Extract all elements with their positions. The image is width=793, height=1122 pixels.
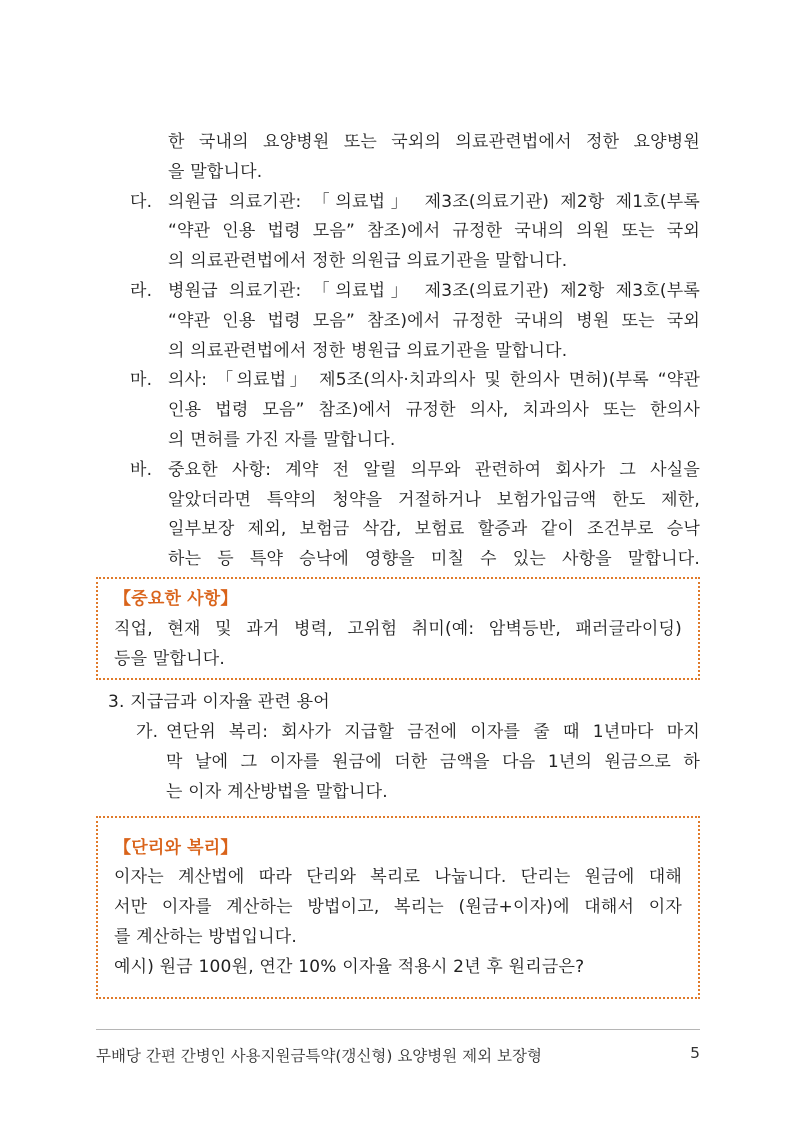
text-line: 예시) 원금 100원, 연간 10% 이자율 적용시 2년 후 원리금은? xyxy=(114,956,585,977)
item-marker: 다. xyxy=(130,191,153,212)
text-line: 를 계산하는 방법입니다. xyxy=(114,926,298,947)
text-line: 하는 등 특약 승낙에 영향을 미칠 수 있는 사항을 말합니다. xyxy=(168,549,700,570)
item-marker: 마. xyxy=(130,370,153,391)
footer-divider xyxy=(96,1029,700,1030)
section-3 xyxy=(96,688,700,807)
definition-item-da xyxy=(96,188,700,277)
text-line: 이자는 계산법에 따라 단리와 복리로 나눕니다. 단리는 원금에 대해 xyxy=(114,867,682,888)
important-matters-box xyxy=(96,577,700,680)
item-marker: 가. xyxy=(136,722,159,743)
document-body xyxy=(96,128,700,999)
definition-item-ra xyxy=(96,277,700,366)
simple-compound-interest-box xyxy=(96,816,700,999)
text-line: 한 국내의 요양병원 또는 국외의 의료관련법에서 정한 요양병원 xyxy=(168,132,700,152)
item-marker: 라. xyxy=(130,280,153,301)
text-line: 연단위 복리: 회사가 지급할 금전에 이자를 줄 때 1년마다 마지 xyxy=(166,722,700,743)
definition-item-ba xyxy=(96,456,700,575)
footer-title: 무배당 간편 간병인 사용지원금특약(갱신형) 요양병원 제외 보장형 xyxy=(96,1047,542,1065)
text-line: “약관 인용 법령 모음” 참조)에서 규정한 국내의 의원 또는 국외 xyxy=(168,221,700,242)
text-line: 일부보장 제외, 보험금 삭감, 보험료 할증과 같이 조건부로 승낙 xyxy=(168,519,700,540)
text-line: 의원급 의료기관: 「의료법」 제3조(의료기관) 제2항 제1호(부록 xyxy=(168,191,700,212)
text-line: 의 의료관련법에서 정한 병원급 의료기관을 말합니다. xyxy=(168,340,568,361)
text-line: 의 면허를 가진 자를 말합니다. xyxy=(168,429,396,450)
text-line: 인용 법령 모음” 참조)에서 규정한 의사, 치과의사 또는 한의사 xyxy=(168,400,700,421)
text-line: 의 의료관련법에서 정한 의원급 의료기관을 말합니다. xyxy=(168,251,568,272)
text-line: 서만 이자를 계산하는 방법이고, 복리는 (원금+이자)에 대해서 이자 xyxy=(114,897,682,918)
text-line: 는 이자 계산방법을 말합니다. xyxy=(166,781,388,802)
item-marker: 바. xyxy=(130,459,153,480)
text-line: 막 날에 그 이자를 원금에 더한 금액을 다음 1년의 원금으로 하 xyxy=(166,751,700,772)
page-footer xyxy=(96,1044,700,1066)
text-line: 직업, 현재 및 과거 병력, 고위험 취미(예: 암벽등반, 패러글라이딩) xyxy=(114,618,682,639)
text-line: 중요한 사항: 계약 전 알릴 의무와 관련하여 회사가 그 사실을 xyxy=(168,459,700,480)
section-heading: 3. 지급금과 이자율 관련 용어 xyxy=(108,692,330,713)
intro-paragraph xyxy=(96,128,700,188)
text-line: 알았더라면 특약의 청약을 거절하거나 보험가입금액 한도 제한, xyxy=(168,489,700,510)
text-line: 을 말합니다. xyxy=(168,161,263,182)
text-line: 등을 말합니다. xyxy=(114,648,225,669)
box-title: 【중요한 사항】 xyxy=(114,588,238,609)
text-line: 병원급 의료기관: 「의료법」 제3조(의료기관) 제2항 제3호(부록 xyxy=(168,280,700,301)
text-line: “약관 인용 법령 모음” 참조)에서 규정한 국내의 병원 또는 국외 xyxy=(168,310,700,331)
box-title: 【단리와 복리】 xyxy=(114,837,238,858)
definition-item-ga xyxy=(136,718,700,807)
text-line: 의사: 「의료법」 제5조(의사·치과의사 및 한의사 면허)(부록 “약관 xyxy=(168,370,700,391)
page-number: 5 xyxy=(690,1044,700,1062)
definition-item-ma xyxy=(96,366,700,455)
